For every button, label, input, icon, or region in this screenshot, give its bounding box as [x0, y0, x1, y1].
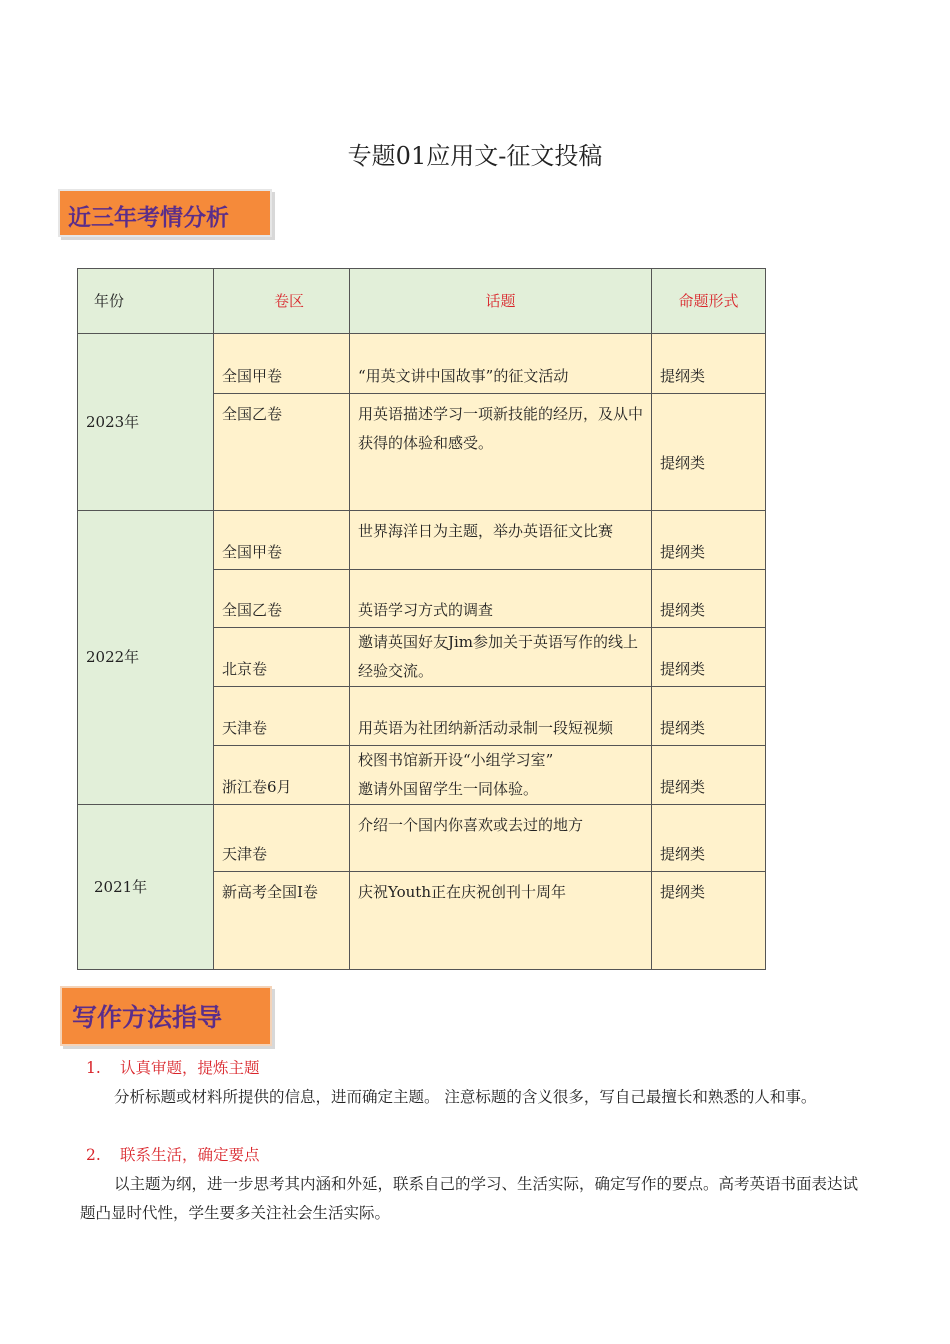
topic-cell: 介绍一个国内你喜欢或去过的地方: [350, 805, 652, 872]
year-cell: 2023年: [78, 334, 214, 511]
form-cell: 提纲类: [652, 628, 766, 687]
header-topic: 话题: [350, 269, 652, 334]
guide-heading: [86, 1141, 866, 1170]
topic-line: 邀请外国留学生一同体验。: [358, 780, 539, 798]
form-cell: 提纲类: [652, 805, 766, 872]
section-heading-analysis-label: 近三年考情分析: [68, 205, 229, 231]
region-cell: 浙江卷6月: [214, 746, 350, 805]
section-heading-method-label: 写作方法指导: [72, 1003, 223, 1032]
guide-item-1: [86, 1054, 866, 1112]
region-cell: 新高考全国I卷: [214, 872, 350, 970]
form-cell: 提纲类: [652, 570, 766, 628]
exam-analysis-table: [77, 268, 766, 970]
region-cell: 全国甲卷: [214, 334, 350, 394]
topic-line: 校图书馆新开设“小组学习室”: [358, 751, 554, 769]
topic-cell: “用英文讲中国故事”的征文活动: [350, 334, 652, 394]
header-year: 年份: [78, 269, 214, 334]
region-cell: 天津卷: [214, 805, 350, 872]
form-cell: 提纲类: [652, 334, 766, 394]
region-cell: 全国乙卷: [214, 570, 350, 628]
guide-paragraph: 分析标题或材料所提供的信息，进而确定主题。 注意标题的含义很多，写自己最擅长和熟悉的人和事。: [114, 1088, 817, 1106]
table-row: [78, 511, 766, 570]
topic-cell: [350, 746, 652, 805]
region-cell: 天津卷: [214, 687, 350, 746]
guide-item-2: [80, 1141, 866, 1228]
guide-paragraph: 以主题为纲，进一步思考其内涵和外延，联系自己的学习、生活实际，确定写作的要点。高考英语书面表达试题凸显时代性，学生要多关注社会生活实际。: [80, 1175, 859, 1222]
guide-number: 2.: [86, 1146, 101, 1164]
section-heading-analysis: [58, 189, 272, 237]
table-row: [78, 805, 766, 872]
form-cell: 提纲类: [652, 872, 766, 970]
section-heading-method: [60, 986, 272, 1046]
form-cell: 提纲类: [652, 511, 766, 570]
form-cell: 提纲类: [652, 746, 766, 805]
region-cell: 全国甲卷: [214, 511, 350, 570]
table-header-row: [78, 269, 766, 334]
header-region: 卷区: [214, 269, 350, 334]
topic-cell: 英语学习方式的调查: [350, 570, 652, 628]
guide-heading-text: 认真审题，提炼主题: [120, 1059, 260, 1077]
topic-cell: 用英语为社团纳新活动录制一段短视频: [350, 687, 652, 746]
topic-cell: 用英语描述学习一项新技能的经历，及从中获得的体验和感受。: [350, 394, 652, 511]
topic-cell: 世界海洋日为主题，举办英语征文比赛: [350, 511, 652, 570]
guide-heading-text: 联系生活，确定要点: [120, 1146, 260, 1164]
topic-cell: 邀请英国好友Jim参加关于英语写作的线上经验交流。: [350, 628, 652, 687]
table-row: [78, 334, 766, 394]
guide-heading: [86, 1054, 866, 1083]
page-title: 专题01应用文-征文投稿: [347, 142, 603, 170]
region-cell: 全国乙卷: [214, 394, 350, 511]
topic-cell: 庆祝Youth正在庆祝创刊十周年: [350, 872, 652, 970]
form-cell: 提纲类: [652, 394, 766, 511]
year-cell: 2021年: [78, 805, 214, 970]
year-cell: 2022年: [78, 511, 214, 805]
form-cell: 提纲类: [652, 687, 766, 746]
region-cell: 北京卷: [214, 628, 350, 687]
guide-number: 1.: [86, 1059, 101, 1077]
header-form: 命题形式: [652, 269, 766, 334]
